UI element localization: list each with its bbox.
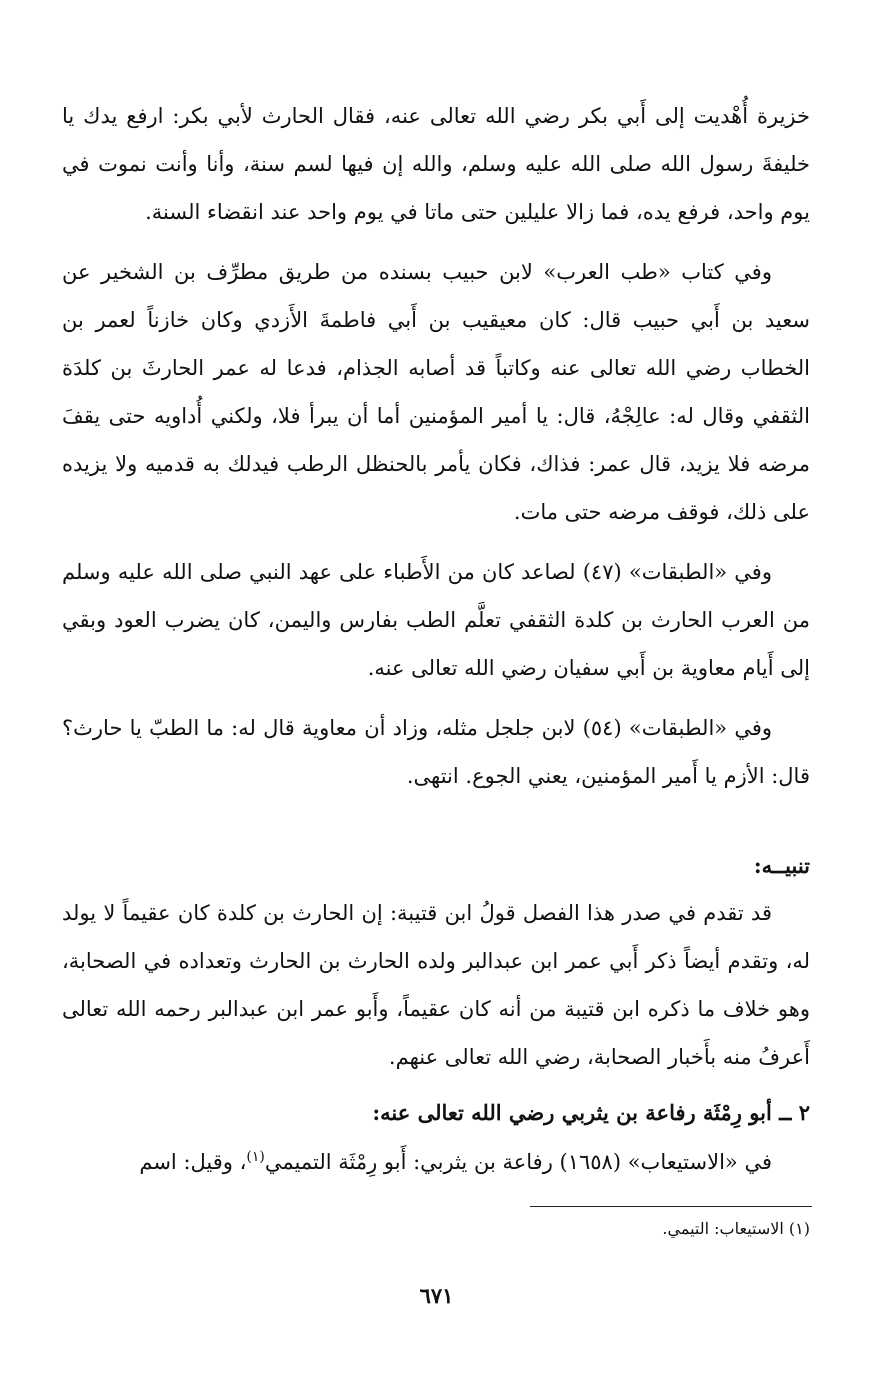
paragraph-4: وفي «الطبقات» (٥٤) لابن جلجل مثله، وزاد أن معاوية قال له: ما الطبّ يا حارث؟ قال: الأزم يا أَمير المؤمنين، يعني الجوع. انتهى.: [62, 716, 810, 788]
entry-paragraph: [62, 1138, 810, 1186]
paragraph-2: وفي كتاب «طب العرب» لابن حبيب بسنده من طريق مطرِّف بن الشخير عن سعيد بن أَبي حبيب قال: كان معيقيب بن أَبي فاطمةَ الأَزدي وكان خازناً لعمر بن الخطاب رضي الله تعالى عنه وكاتباً قد أصابه الجذام، فدعا له عمر الحارثَ بن كلدَة الثقفي وقال له: عالِجْهُ، قال: يا أمير المؤمنين أما أن يبرأ فلا، ولكني أُداويه حتى يقفَ مرضه فلا يزيد، قال عمر: فذاك، فكان يأمر بالحنظل الرطب فيدلك به قدميه ولا يزيده على ذلك، فوقف مرضه حتى مات.: [62, 260, 810, 524]
entry-block: [62, 1138, 810, 1186]
paragraph-3: وفي «الطبقات» (٤٧) لصاعد كان من الأَطباء على عهد النبي صلى الله عليه وسلم من العرب الحارث بن كلدة الثقفي تعلَّم الطب بفارس واليمن، كان يضرب العود وبقي إلى أَيام معاوية بن أَبي سفيان رضي الله تعالى عنه.: [62, 560, 810, 680]
entry-text-after-note: ، وقيل: اسم: [139, 1150, 247, 1174]
paragraph-1: خزيرة أُهْديت إلى أَبي بكر رضي الله تعالى عنه، فقال الحارث لأبي بكر: ارفع يدك يا خليفةَ رسول الله صلى الله عليه وسلم، والله إن فيها لسم سنة، وأنا وأنت نموت في يوم واحد، فرفع يده، فما زالا عليلين حتى ماتا في يوم واحد عند انقضاء السنة.: [62, 104, 810, 224]
entry-text-before-note: في «الاستيعاب» (١٦٥٨) رفاعة بن يثربي: أَبو رِمْثَة التميمي: [264, 1150, 772, 1174]
footnote: (١) الاستيعاب: التيمي.: [662, 1219, 810, 1238]
entry-heading: ٢ ــ أبو رِمْثَة رفاعة بن يثربي رضي الله تعالى عنه:: [372, 1100, 810, 1125]
footnote-reference: (١): [246, 1149, 265, 1165]
page-number: ٦٧١: [419, 1283, 454, 1308]
main-text: [62, 92, 810, 800]
note-block: [62, 889, 810, 1081]
note-paragraph: قد تقدم في صدر هذا الفصل قولُ ابن قتيبة: إن الحارث بن كلدة كان عقيماً لا يولد له، وتقدم أيضاً ذكر أَبي عمر ابن عبدالبر ولده الحارث بن الحارث وتعداده في الصحابة، وهو خلاف ما ذكره ابن قتيبة من أنه كان عقيماً، وأَبو عمر ابن عبدالبر رحمه الله تعالى أَعرفُ منه بأَخبار الصحابة، رضي الله تعالى عنهم.: [62, 901, 810, 1069]
footnote-divider: [530, 1206, 812, 1207]
note-heading: تنبيــه:: [753, 853, 810, 878]
